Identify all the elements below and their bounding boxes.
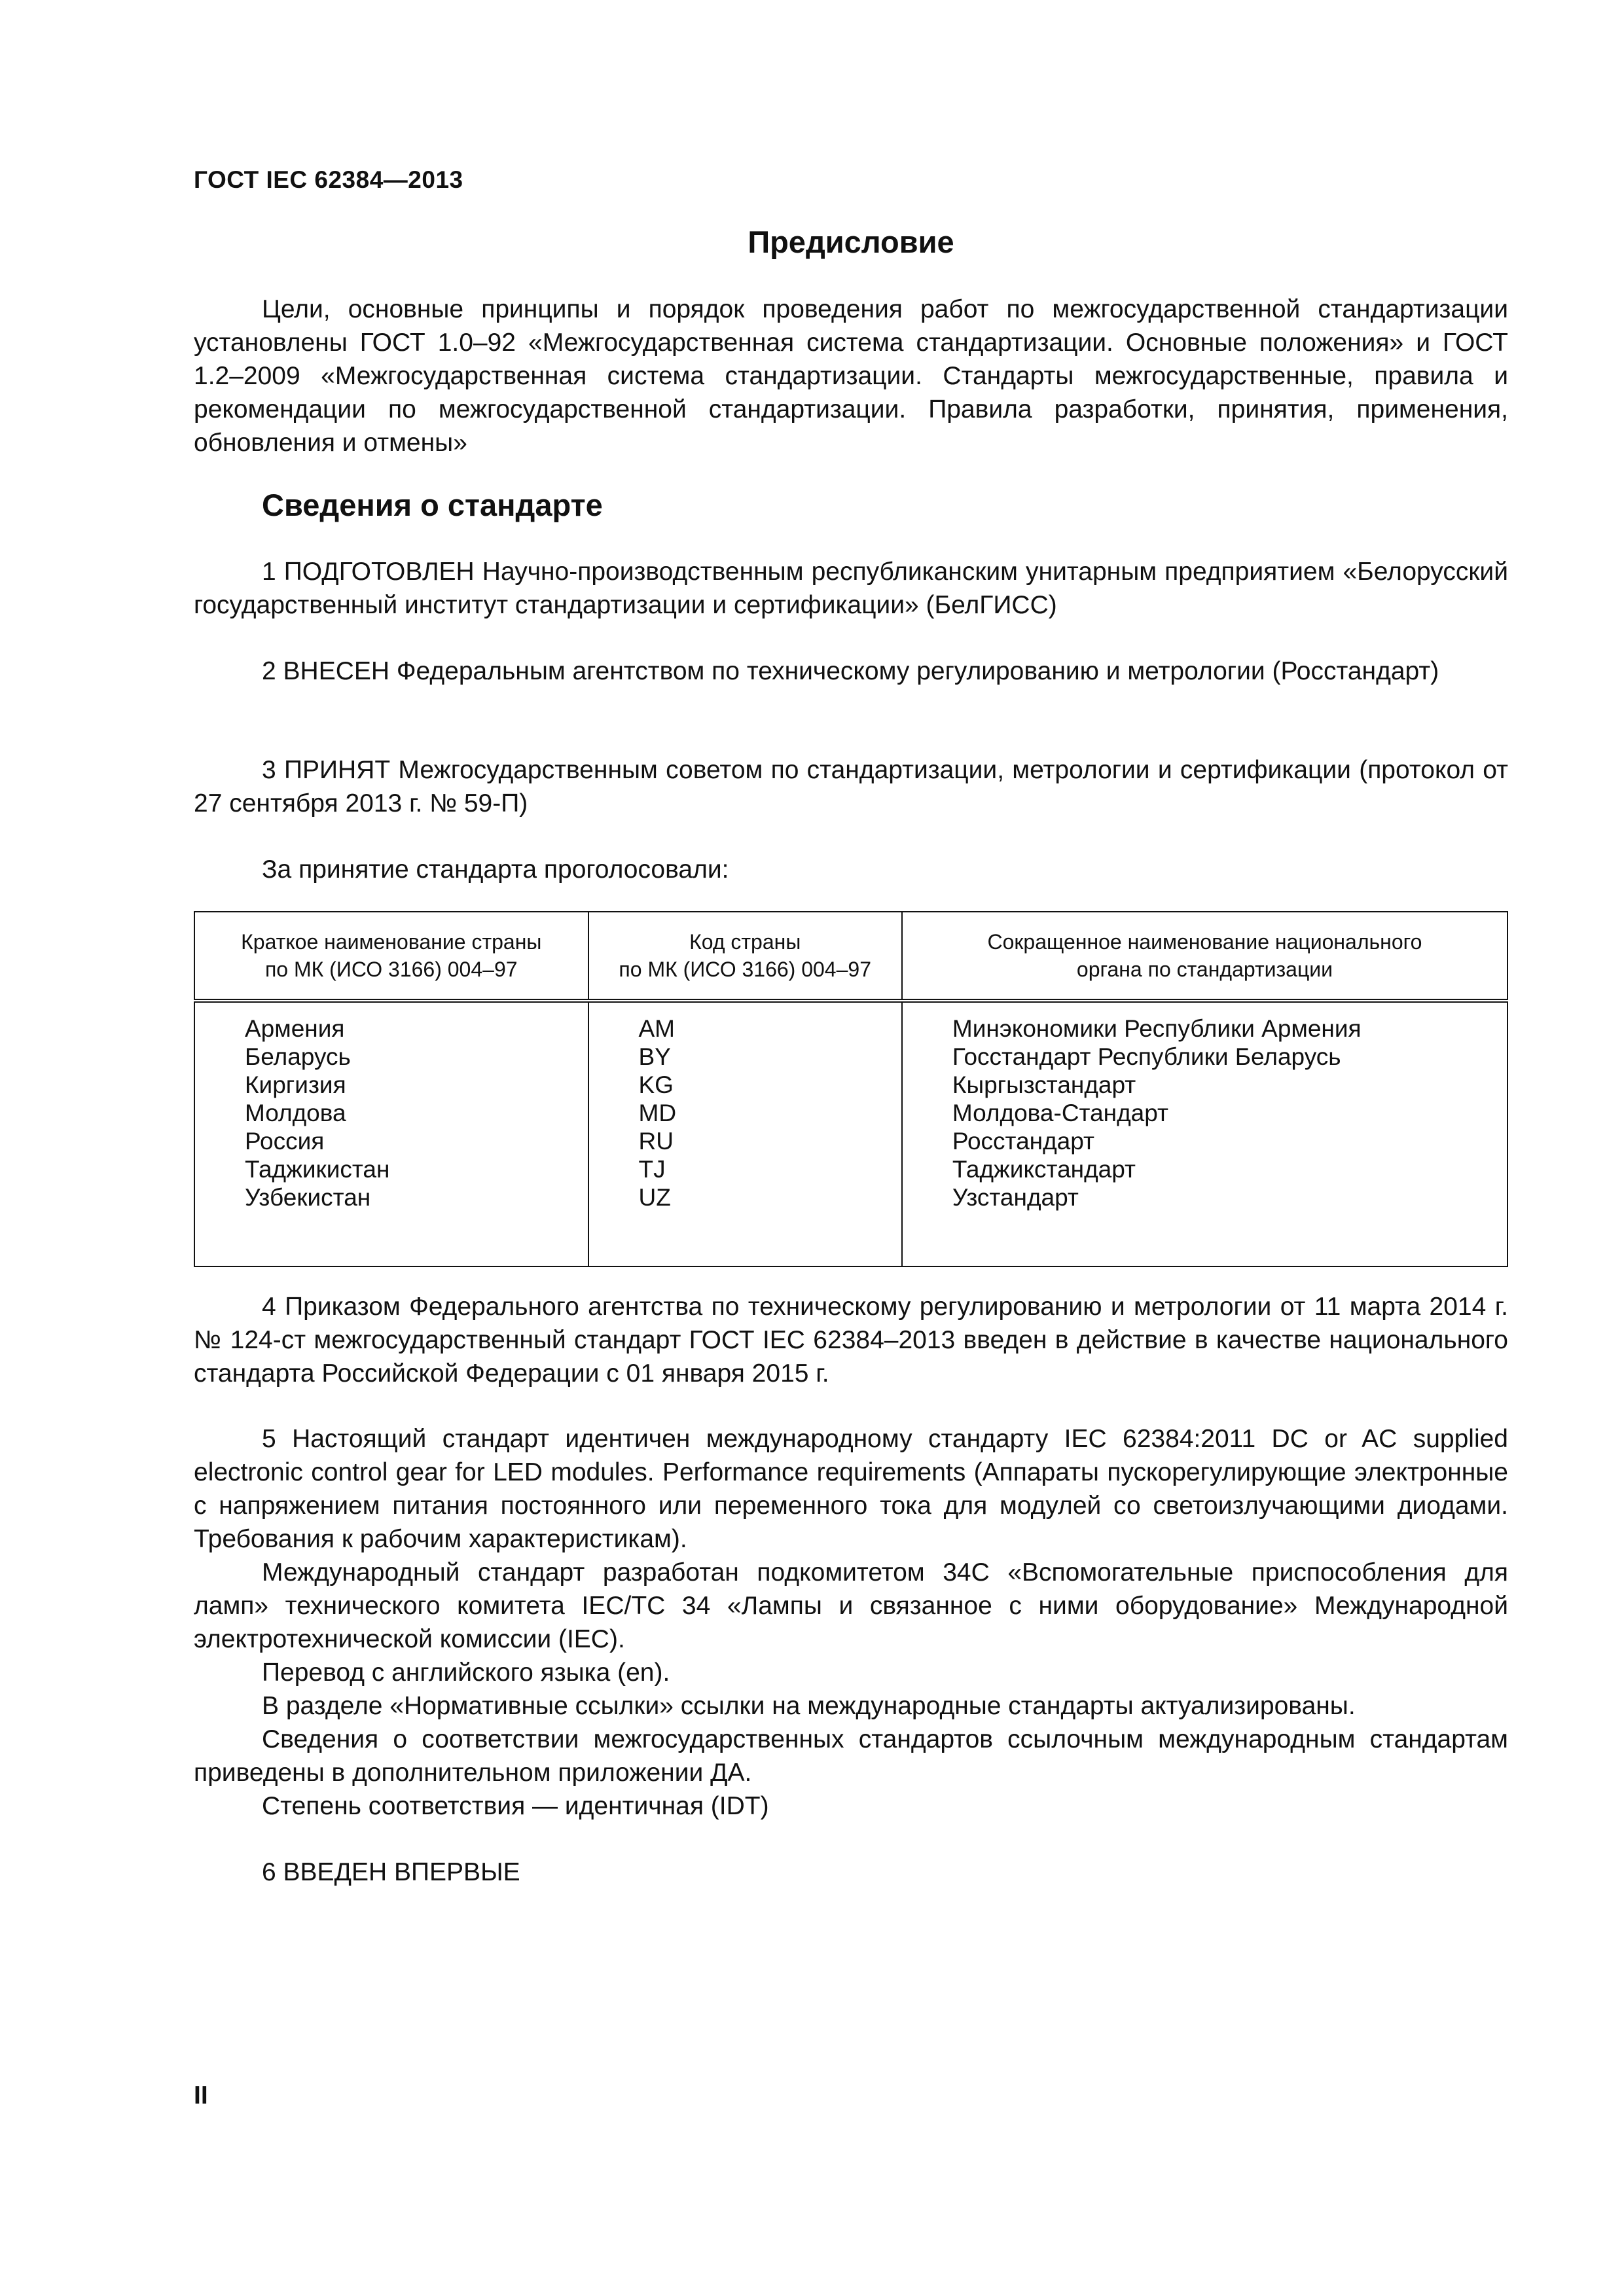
- document-page: [194, 0, 1508, 2296]
- country-column: [194, 1001, 588, 1266]
- info-item-5-translation: Перевод с английского языка (en).: [262, 1659, 670, 1687]
- organ-cell: Росстандарт: [952, 1128, 1094, 1155]
- country-cell: Таджикистан: [245, 1156, 390, 1183]
- country-cell: Армения: [245, 1015, 345, 1042]
- country-cell: Узбекистан: [245, 1184, 371, 1211]
- voting-table: [194, 911, 1508, 1267]
- foreword-paragraph: Цели, основные принципы и порядок проведения работ по межгосударственной стандартизации установлены ГОСТ 1.0–92 «Межгосударственная система стандартизации. Основные положения» и ГОСТ 1.2–2009 «Межгосударственная система стандартизации. Стандарты межгосударственные, правила и рекомендации по межгосударственной стандартизации. Правила разработки, принятия, применения, обновления и отмены»: [194, 295, 1508, 457]
- country-cell: Беларусь: [245, 1043, 351, 1070]
- info-item-3: 3 ПРИНЯТ Межгосударственным советом по стандартизации, метрологии и сертификации (протокол от 27 сентября 2013 г. № 59-П): [194, 756, 1508, 817]
- code-cell: BY: [638, 1043, 671, 1070]
- code-cell: UZ: [638, 1184, 671, 1211]
- info-item-2: 2 ВНЕСЕН Федеральным агентством по техническому регулированию и метрологии (Росстандарт): [262, 657, 1439, 685]
- voted-caption: За принятие стандарта проголосовали:: [262, 855, 729, 884]
- organ-cell: Кыргызстандарт: [952, 1071, 1136, 1098]
- info-item-6: 6 ВВЕДЕН ВПЕРВЫЕ: [262, 1858, 520, 1886]
- info-item-5: 5 Настоящий стандарт идентичен международному стандарту IEC 62384:2011 DC or AC supplied electronic control gear for LED modules. Performance requirements (Аппараты пускорегулирующие электронные с напряжением питания постоянного или переменного тока для модулей со светоизлучающими диодами. Требования к рабочим характеристикам).: [194, 1425, 1508, 1553]
- info-title: Сведения о стандарте: [262, 488, 603, 522]
- header-country: Краткое наименование страны по МК (ИСО 3166) 004–97: [194, 912, 588, 1001]
- country-cell: Киргизия: [245, 1071, 346, 1098]
- code-cell: KG: [638, 1071, 674, 1098]
- organ-cell: Узстандарт: [952, 1184, 1079, 1211]
- code-cell: MD: [638, 1100, 677, 1126]
- code-cell: TJ: [638, 1156, 666, 1183]
- info-item-5-committee: Международный стандарт разработан подкомитетом 34С «Вспомогательные приспособления для ламп» технического комитета IEC/TC 34 «Лампы и связанное с ними оборудование» Международной электротехнической комиссии (IEC).: [194, 1558, 1508, 1653]
- info-item-5-degree: Степень соответствия — идентичная (IDT): [262, 1792, 769, 1820]
- code-column: [588, 1001, 902, 1266]
- info-item-1: 1 ПОДГОТОВЛЕН Научно-производственным республиканским унитарным предприятием «Белорусский государственный институт стандартизации и сертификации» (БелГИСС): [194, 558, 1508, 619]
- header-code: Код страны по МК (ИСО 3166) 004–97: [588, 912, 902, 1001]
- info-item-4: 4 Приказом Федерального агентства по техническому регулированию и метрологии от 11 марта 2014 г. № 124-ст межгосударственный стандарт ГОСТ IEC 62384–2013 введен в действие в качестве национального стандарта Российской Федерации с 01 января 2015 г.: [194, 1293, 1508, 1388]
- page-number: II: [194, 2081, 208, 2109]
- document-header: ГОСТ IEC 62384—2013: [194, 166, 463, 193]
- country-cell: Россия: [245, 1128, 325, 1155]
- info-item-5-references: В разделе «Нормативные ссылки» ссылки на международные стандарты актуализированы.: [262, 1692, 1356, 1720]
- table-body-row: [194, 1001, 1507, 1266]
- organ-cell: Минэкономики Республики Армения: [952, 1015, 1362, 1042]
- header-organ: Сокращенное наименование национального органа по стандартизации: [902, 912, 1507, 1001]
- organ-column: [902, 1001, 1507, 1266]
- code-cell: AM: [638, 1015, 675, 1042]
- organ-cell: Молдова-Стандарт: [952, 1100, 1168, 1126]
- table-header-row: [194, 912, 1507, 1001]
- country-cell: Молдова: [245, 1100, 346, 1126]
- code-cell: RU: [638, 1128, 674, 1155]
- foreword-title: Предисловие: [748, 224, 954, 259]
- organ-cell: Госстандарт Республики Беларусь: [952, 1043, 1341, 1070]
- organ-cell: Таджикстандарт: [952, 1156, 1136, 1183]
- info-item-5-annex: Сведения о соответствии межгосударственных стандартов ссылочным международным стандартам приведены в дополнительном приложении ДА.: [194, 1725, 1508, 1787]
